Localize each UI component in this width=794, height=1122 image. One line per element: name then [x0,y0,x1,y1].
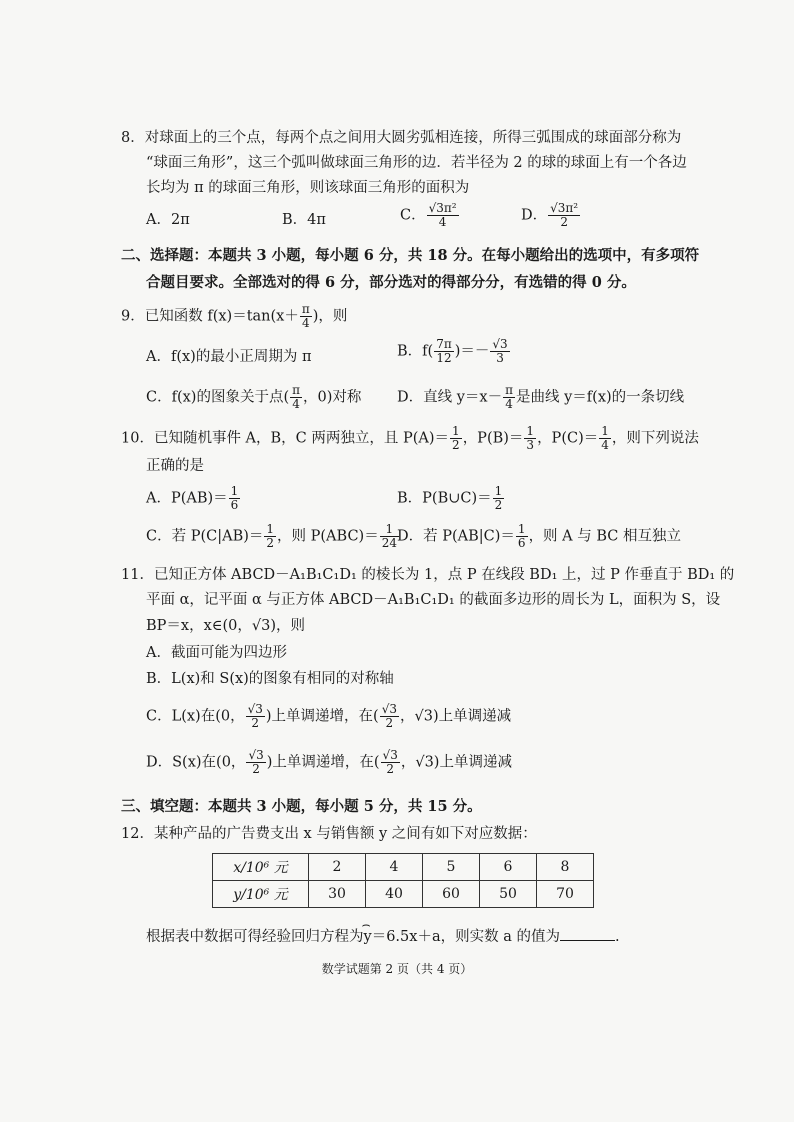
q11-optc-fraction [246,703,265,730]
frac-den: 2 [452,438,460,452]
q11-optd-b: )上单调递增，在( [266,754,380,771]
page-footer: 数学试题第 2 页（共 4 页） [321,962,473,976]
q10-option-c [146,523,400,550]
q10-option-d [397,523,681,550]
frac-den: 3 [496,351,504,365]
table-row-header: x/10⁶ 元 [213,854,309,881]
q10-frac1 [450,425,462,452]
table-cell: 30 [309,881,366,908]
frac-den: 2 [386,762,394,776]
q8-option-d-label: D． [521,207,548,224]
q11-optc-fraction2 [380,703,399,730]
frac-den: 6 [517,536,526,550]
q10-stem-a: 10．已知随机事件 A，B，C 两两独立，且 P(A)＝ [121,430,450,447]
q11-option-a: A．截面可能为四边形 [146,645,287,661]
q10-stem-line2: 正确的是 [146,458,204,474]
frac-den: 24 [381,536,397,550]
q9-option-d [397,384,684,411]
frac-den: 4 [601,438,609,452]
table-cell: 50 [480,881,537,908]
q11-line1: 11．已知正方体 ABCD－A₁B₁C₁D₁ 的棱长为 1，点 P 在线段 BD₁ 上，过 P 作垂直于 BD₁ 的 [121,567,735,583]
q10-option-b [397,485,505,512]
q8-line2: “球面三角形”，这三个弧叫做球面三角形的边．若半径为 2 的球的球面上有一个各边 [146,155,687,171]
q8-option-a: A．2π [146,212,190,228]
q9-stem-fraction [300,303,312,330]
q11-optd-c: ，√3)上单调递减 [400,754,512,771]
frac-den: 4 [505,397,513,411]
frac-den: 2 [560,215,568,229]
q11-optd-fraction [246,749,265,776]
q9-option-c [146,384,361,411]
q9-option-a: A．f(x)的最小正周期为 π [146,349,312,365]
q9-optc-a: C．f(x)的图象关于点( [146,389,290,406]
frac-den: 2 [494,498,503,512]
q8-line1: 8．对球面上的三个点，每两个点之间用大圆劣弧相连接，所得三弧围成的球面部分称为 [121,130,682,146]
q11-optc-c: ，√3)上单调递减 [400,708,512,725]
q11-option-c [146,703,511,730]
q8-option-c-label: C． [400,207,426,224]
frac-den: 4 [292,397,300,411]
frac-den: 4 [301,316,310,330]
frac-den: 2 [266,536,275,550]
q9-optc-b: ，0)对称 [303,389,362,406]
frac-num: π [292,383,300,397]
q10-optd-a: D．若 P(AB|C)＝ [397,528,515,545]
frac-num: √3 [247,702,263,716]
q12-answer-blank[interactable] [560,926,615,941]
q9-optd-b: 是曲线 y＝f(x)的一条切线 [516,389,685,406]
q10-frac2 [524,425,536,452]
q11-line2: 平面 α，记平面 α 与正方体 ABCD－A₁B₁C₁D₁ 的截面多边形的周长为 L，面积为 S，设 [146,592,721,608]
q9-stem-a: 9．已知函数 f(x)＝tan(x＋ [121,308,299,325]
frac-den: 3 [526,438,535,452]
section3-line1: 三、填空题：本题共 3 小题，每小题 5 分，共 15 分。 [121,798,482,815]
q8-option-d-fraction [548,202,580,229]
frac-num: 1 [517,522,526,536]
q9-optb-fraction [434,338,454,365]
q11-optc-b: )上单调递增，在( [265,708,379,725]
q10-stem-b: ，P(B)＝ [462,430,524,447]
q8-option-b: B．4π [282,212,326,228]
frac-num: π [301,302,310,316]
q10-stem [121,425,699,452]
q12-after-b: ＝6.5x＋a，则实数 a 的值为 [371,929,560,945]
frac-num: 1 [380,523,399,537]
q9-optb-b: )＝－ [454,343,490,360]
frac-num: √3 [382,748,398,762]
q9-stem-b: )，则 [312,308,348,325]
table-cell: 5 [423,854,480,881]
frac-num: 1 [230,484,239,498]
q11-optd-fraction2 [381,749,400,776]
q10-stem-d: ，则下列说法 [611,430,699,447]
q8-line3: 长均为 π 的球面三角形，则该球面三角形的面积为 [146,180,470,196]
table-row [213,881,594,908]
q10-optd-b: ，则 A 与 BC 相互独立 [528,528,681,545]
table-row [213,854,594,881]
q11-line3: BP＝x，x∈(0，√3)，则 [146,618,306,634]
q9-optd-a: D．直线 y＝x－ [397,389,503,406]
frac-num: 7π [436,337,452,351]
frac-den: 2 [251,716,260,730]
q10-opta-fraction [229,485,241,512]
q12-after-table [146,926,620,947]
q11-optd-a: D．S(x)在(0， [146,754,246,771]
q8-option-c [400,202,460,229]
q10-optb-fraction [493,485,505,512]
frac-num: 1 [601,424,609,438]
q11-option-b: B．L(x)和 S(x)的图象有相同的对称轴 [146,671,394,687]
q9-option-b [397,338,511,365]
section2-line1: 二、选择题：本题共 3 小题，每小题 6 分，共 18 分。在每小题给出的选项中，有多项符 [121,247,700,264]
frac-num: √3 [381,702,397,716]
q9-optb-fraction2 [490,338,509,365]
q10-stem-c: ，P(C)＝ [537,430,599,447]
q11-optc-a: C．L(x)在(0， [146,708,245,725]
q10-opta-a: A．P(AB)＝ [146,490,228,507]
q10-optb-a: B．P(B∪C)＝ [397,490,492,507]
frac-num: π [505,383,513,397]
table-cell: 2 [309,854,366,881]
q10-frac3 [599,425,611,452]
frac-den: 12 [436,351,452,365]
table-cell: 60 [423,881,480,908]
table-row-header: y/10⁶ 元 [213,881,309,908]
q10-optc-b: ，则 P(ABC)＝ [277,528,379,545]
frac-den: 6 [230,498,239,512]
q12-y-hat: ⌢ y [364,927,372,947]
frac-den: 2 [385,716,394,730]
section2-line2: 合题目要求。全部选对的得 6 分，部分选对的得部分分，有选错的得 0 分。 [146,274,636,291]
frac-den: 4 [438,215,447,229]
frac-num: 1 [494,484,503,498]
frac-num: 1 [266,522,275,536]
q10-option-a [146,485,241,512]
frac-num: √3 [492,337,508,351]
frac-num: √3 [248,748,264,762]
q10-optc-fraction [264,523,276,550]
frac-num: √3π² [550,201,579,215]
q9-stem [121,303,347,330]
frac-num: 1 [526,424,535,438]
table-cell: 6 [480,854,537,881]
frac-num: √3π² [428,201,457,215]
q9-optb-a: B．f( [397,343,434,360]
q10-optc-a: C．若 P(C|AB)＝ [146,528,264,545]
table-cell: 8 [537,854,594,881]
frac-den: 2 [252,762,260,776]
table-cell: 40 [366,881,423,908]
frac-num: 1 [452,424,460,438]
table-cell: 70 [537,881,594,908]
q8-option-c-fraction [427,202,459,229]
q12-after-a: 根据表中数据可得经验回归方程为 [146,929,364,945]
q10-optd-fraction [516,523,528,550]
q8-option-d [521,202,581,229]
q11-option-d [146,749,512,776]
table-cell: 4 [366,854,423,881]
q12-stem: 12．某种产品的广告费支出 x 与销售额 y 之间有如下对应数据： [121,826,537,842]
q9-optd-fraction [503,384,515,411]
q12-after-end: . [614,929,620,945]
q9-optc-fraction [290,384,302,411]
q12-data-table [212,853,594,908]
